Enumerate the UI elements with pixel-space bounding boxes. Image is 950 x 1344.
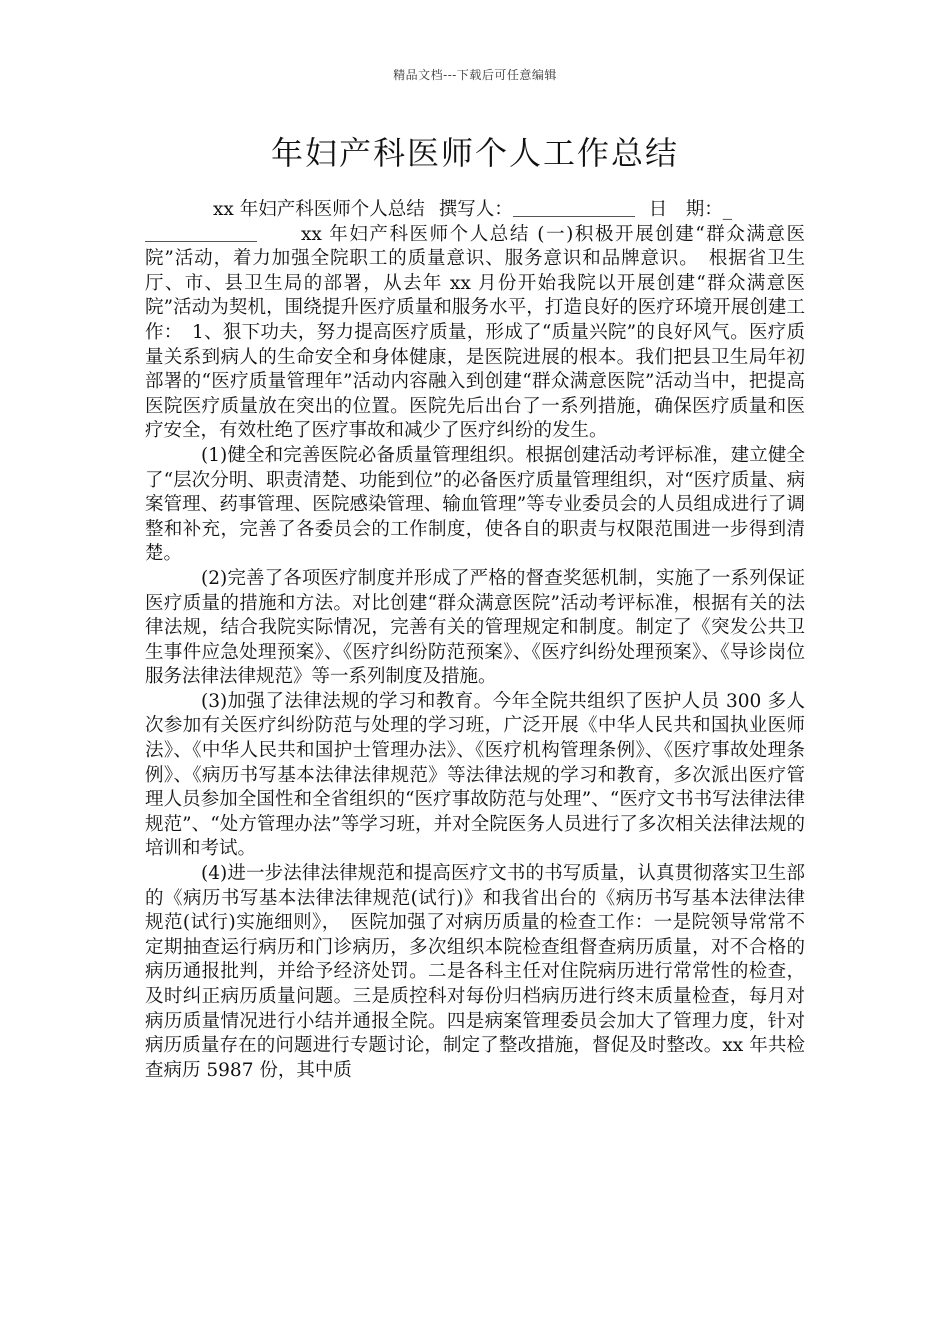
body-paragraph-1: (1)健全和完善医院必备质量管理组织。根据创建活动考评标准，建立健全了“层次分明、职责清楚、功能到位”的必备医疗质量管理组织，对“医疗质量、病案管理、药事管理、医院感染管理、输血管理”等专业委员会的人员组成进行了调整和补充，完善了各委员会的工作制度，使各自的职责与权限范围进一步得到清楚。 — [145, 444, 805, 565]
document-title: 年妇产科医师个人工作总结 — [270, 134, 679, 172]
body-paragraph-2: (2)完善了各项医疗制度并形成了严格的督查奖惩机制，实施了一系列保证医疗质量的措施和方法。对比创建“群众满意医院”活动考评标准，根据有关的法律法规，结合我院实际情况，完善有关的管理规定和制度。制定了《突发公共卫生事件应急处理预案》、《医疗纠纷防范预案》、《医疗纠纷处理预案》、《导诊岗位服务法律法律规范》等一系列制度及措施。 — [145, 567, 805, 688]
page-header-note: 精品文档---下载后可任意编辑 — [393, 68, 557, 82]
date-label: 日 期： — [648, 199, 723, 220]
body-paragraph-3: (3)加强了法律法规的学习和教育。今年全院共组织了医护人员 300 多人次参加有关医疗纠纷防范与处理的学习班，广泛开展《中华人民共和国执业医师法》、《中华人民共和国护士管理办法》、《医疗机构管理条例》、《医疗事故处理条例》、《病历书写基本法律法律规范》等法律法规的学习和教育，多次派出医疗管理人员参加全国性和全省组织的“医疗事故防范与处理”、“医疗文书书写法律法律规范”、“处方管理办法”等学习班，并对全院医务人员进行了多次相关法律法规的培训和考试。 — [145, 690, 805, 860]
date-blank — [145, 223, 257, 242]
body-paragraph-4: (4)进一步法律法律规范和提高医疗文书的书写质量，认真贯彻落实卫生部的《病历书写基本法律法律规范(试行)》和我省出台的《病历书写基本法律法律规范(试行)实施细则》， 医院加强了对病历质量的检查工作：一是院领导常常不定期抽查运行病历和门诊病历，多次组织本院检查组督查病历质量，对不合格的病历通报批判，并给予经济处罚。二是各科主任对住院病历进行常常性的检查，及时纠正病历质量问题。三是质控科对每份归档病历进行终末质量检查，每月对病历质量情况进行小结并通报全院。四是病案管理委员会加大了管理力度，针对病历质量存在的问题进行专题讨论，制定了整改措施，督促及时整改。xx 年共检查病历 5987 份，其中质 — [145, 863, 805, 1081]
author-label: 撰写人： — [438, 199, 513, 220]
document-meta-line — [145, 198, 805, 223]
intro-text: xx 年妇产科医师个人总结 (一)积极开展创建“群众满意医院”活动，着力加强全院职工的质量意识、服务意识和品牌意识。 根据省卫生厅、市、县卫生局的部署，从去年 xx 月份开始我院以开展创建“群众满意医院”活动为契机，围绕提升医疗质量和服务水平，打造良好的医疗环境开展创建工作： 1、狠下功夫，努力提高医疗质量，形成了“质量兴院”的良好风气。医疗质量关系到病人的生命安全和身体健康，是医院进展的根本。我们把县卫生局年初部署的“医疗质量管理年”活动内容融入到创建“群众满意医院”活动当中，把提高医院医疗质量放在突出的位置。医院先后出台了一系列措施，确保医疗质量和医疗安全，有效杜绝了医疗事故和减少了医疗纠纷的发生。 — [145, 223, 805, 442]
document-body — [145, 198, 805, 1083]
author-blank — [513, 198, 635, 217]
date-blank-tail: _ — [722, 199, 733, 220]
summary-label: xx 年妇产科医师个人总结 — [213, 199, 425, 220]
intro-paragraph — [145, 223, 805, 444]
